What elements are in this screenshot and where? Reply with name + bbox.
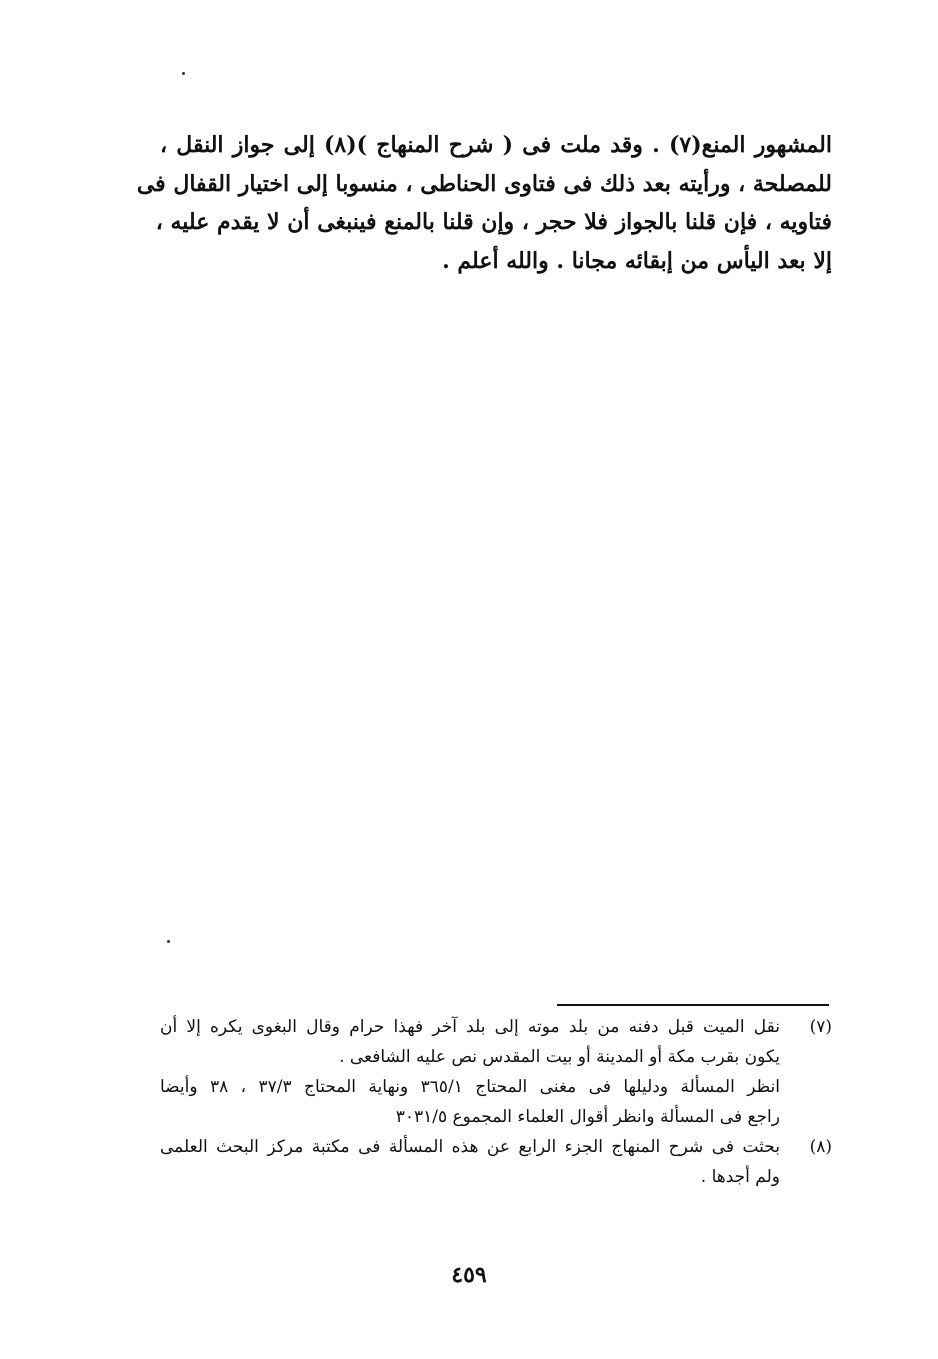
body-line: إلا بعد اليأس من إبقائه مجانا . والله أعلم . [442,247,832,274]
page-number: ٤٥٩ [451,1262,487,1288]
body-paragraph [136,126,832,280]
footnote-line: ولم أجدها . [700,1167,780,1187]
footnote-number: (٧) [809,1017,832,1037]
footnote-separator [557,1004,829,1006]
footnote-number: (٨) [809,1137,832,1157]
footnote-line: انظر المسألة ودليلها فى مغنى المحتاج ٣٦٥/١ ونهاية المحتاج ٣٧/٣ ، ٣٨ وأيضا [160,1077,781,1097]
footnote-8 [160,1132,832,1192]
body-line: المشهور المنع(٧) . وقد ملت فى ( شرح المنهاج )(٨) إلى جواز النقل ، [160,132,832,158]
body-line: فتاويه ، فإن قلنا بالجواز فلا حجر ، وإن قلنا بالمنع فينبغى أن لا يقدم عليه ، [155,209,832,235]
footnote-line: راجع فى المسألة وانظر أقوال العلماء المجموع ٣٠٣١/٥ [395,1107,780,1127]
footnote-line: نقل الميت قبل دفنه من بلد موته إلى بلد آخر فهذا حرام وقال البغوى يكره إلا أن [160,1017,780,1037]
footnotes-section [160,1012,832,1192]
footnote-line: يكون بقرب مكة أو المدينة أو بيت المقدس نص عليه الشافعى . [339,1047,780,1067]
scan-speck [167,940,170,943]
body-line: للمصلحة ، ورأيته بعد ذلك فى فتاوى الحناطى ، منسوبا إلى اختيار القفال فى [136,170,832,197]
scan-speck [182,72,185,75]
footnote-line: بحثت فى شرح المنهاج الجزء الرابع عن هذه المسألة فى مكتبة مركز البحث العلمى [160,1137,780,1157]
footnote-7 [160,1012,832,1132]
